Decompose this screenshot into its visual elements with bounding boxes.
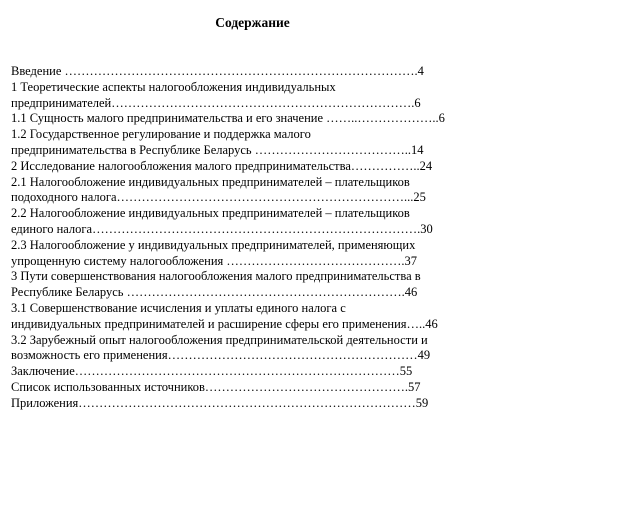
- toc-entry-section-1-2: 1.2 Государственное регулирование и поддержка малого предпринимательства в Республике Беларусь ………………………………..14: [11, 127, 424, 157]
- page-title: Содержание: [215, 15, 290, 30]
- toc-entry-section-2-2: 2.2 Налогообложение индивидуальных предпринимателей – плательщиков единого налога…………………………………………………………………….30: [11, 206, 433, 236]
- toc-entry-references: Список использованных источников………………………………………….57: [11, 379, 421, 394]
- toc-entry-section-2-1: 2.1 Налогообложение индивидуальных предпринимателей – плательщиков подоходного налога……………………………………………………………...25: [11, 174, 426, 205]
- toc-entry-section-3-2: 3.2 Зарубежный опыт налогообложения предпринимательской деятельности и возможность его применения……………………………………………………49: [11, 332, 431, 363]
- toc-entry-chapter-3: 3 Пути совершенствования налогообложения малого предпринимательства в Республике Беларусь ………………………………………………………….46: [11, 269, 421, 300]
- toc-entry-chapter-1: 1 Теоретические аспекты налогообложения индивидуальных предпринимателей……………………………………………………………….6: [11, 79, 421, 110]
- toc-entry-appendices: Приложения………………………………………………………………………59: [11, 395, 429, 410]
- table-of-contents: [11, 64, 493, 412]
- toc-entry-section-3-1: 3.1 Совершенствование исчисления и уплаты единого налога с индивидуальных предпринимателей и расширение сферы его применения…..46: [11, 300, 438, 331]
- toc-entry-conclusion: Заключение……………………………………………………………………55: [11, 364, 413, 379]
- toc-entry-section-1-1: 1.1 Сущность малого предпринимательства и его значение ……..………………..6: [11, 111, 445, 126]
- toc-entry-chapter-2: 2 Исследование налогообложения малого предпринимательства……………..24: [11, 158, 433, 173]
- toc-entry-introduction: Введение ………………………………………………………………………….4: [11, 64, 424, 78]
- toc-entry-section-2-3: 2.3 Налогообложение у индивидуальных предпринимателей, применяющих упрощенную систему налогообложения …………………………………….37: [11, 237, 418, 268]
